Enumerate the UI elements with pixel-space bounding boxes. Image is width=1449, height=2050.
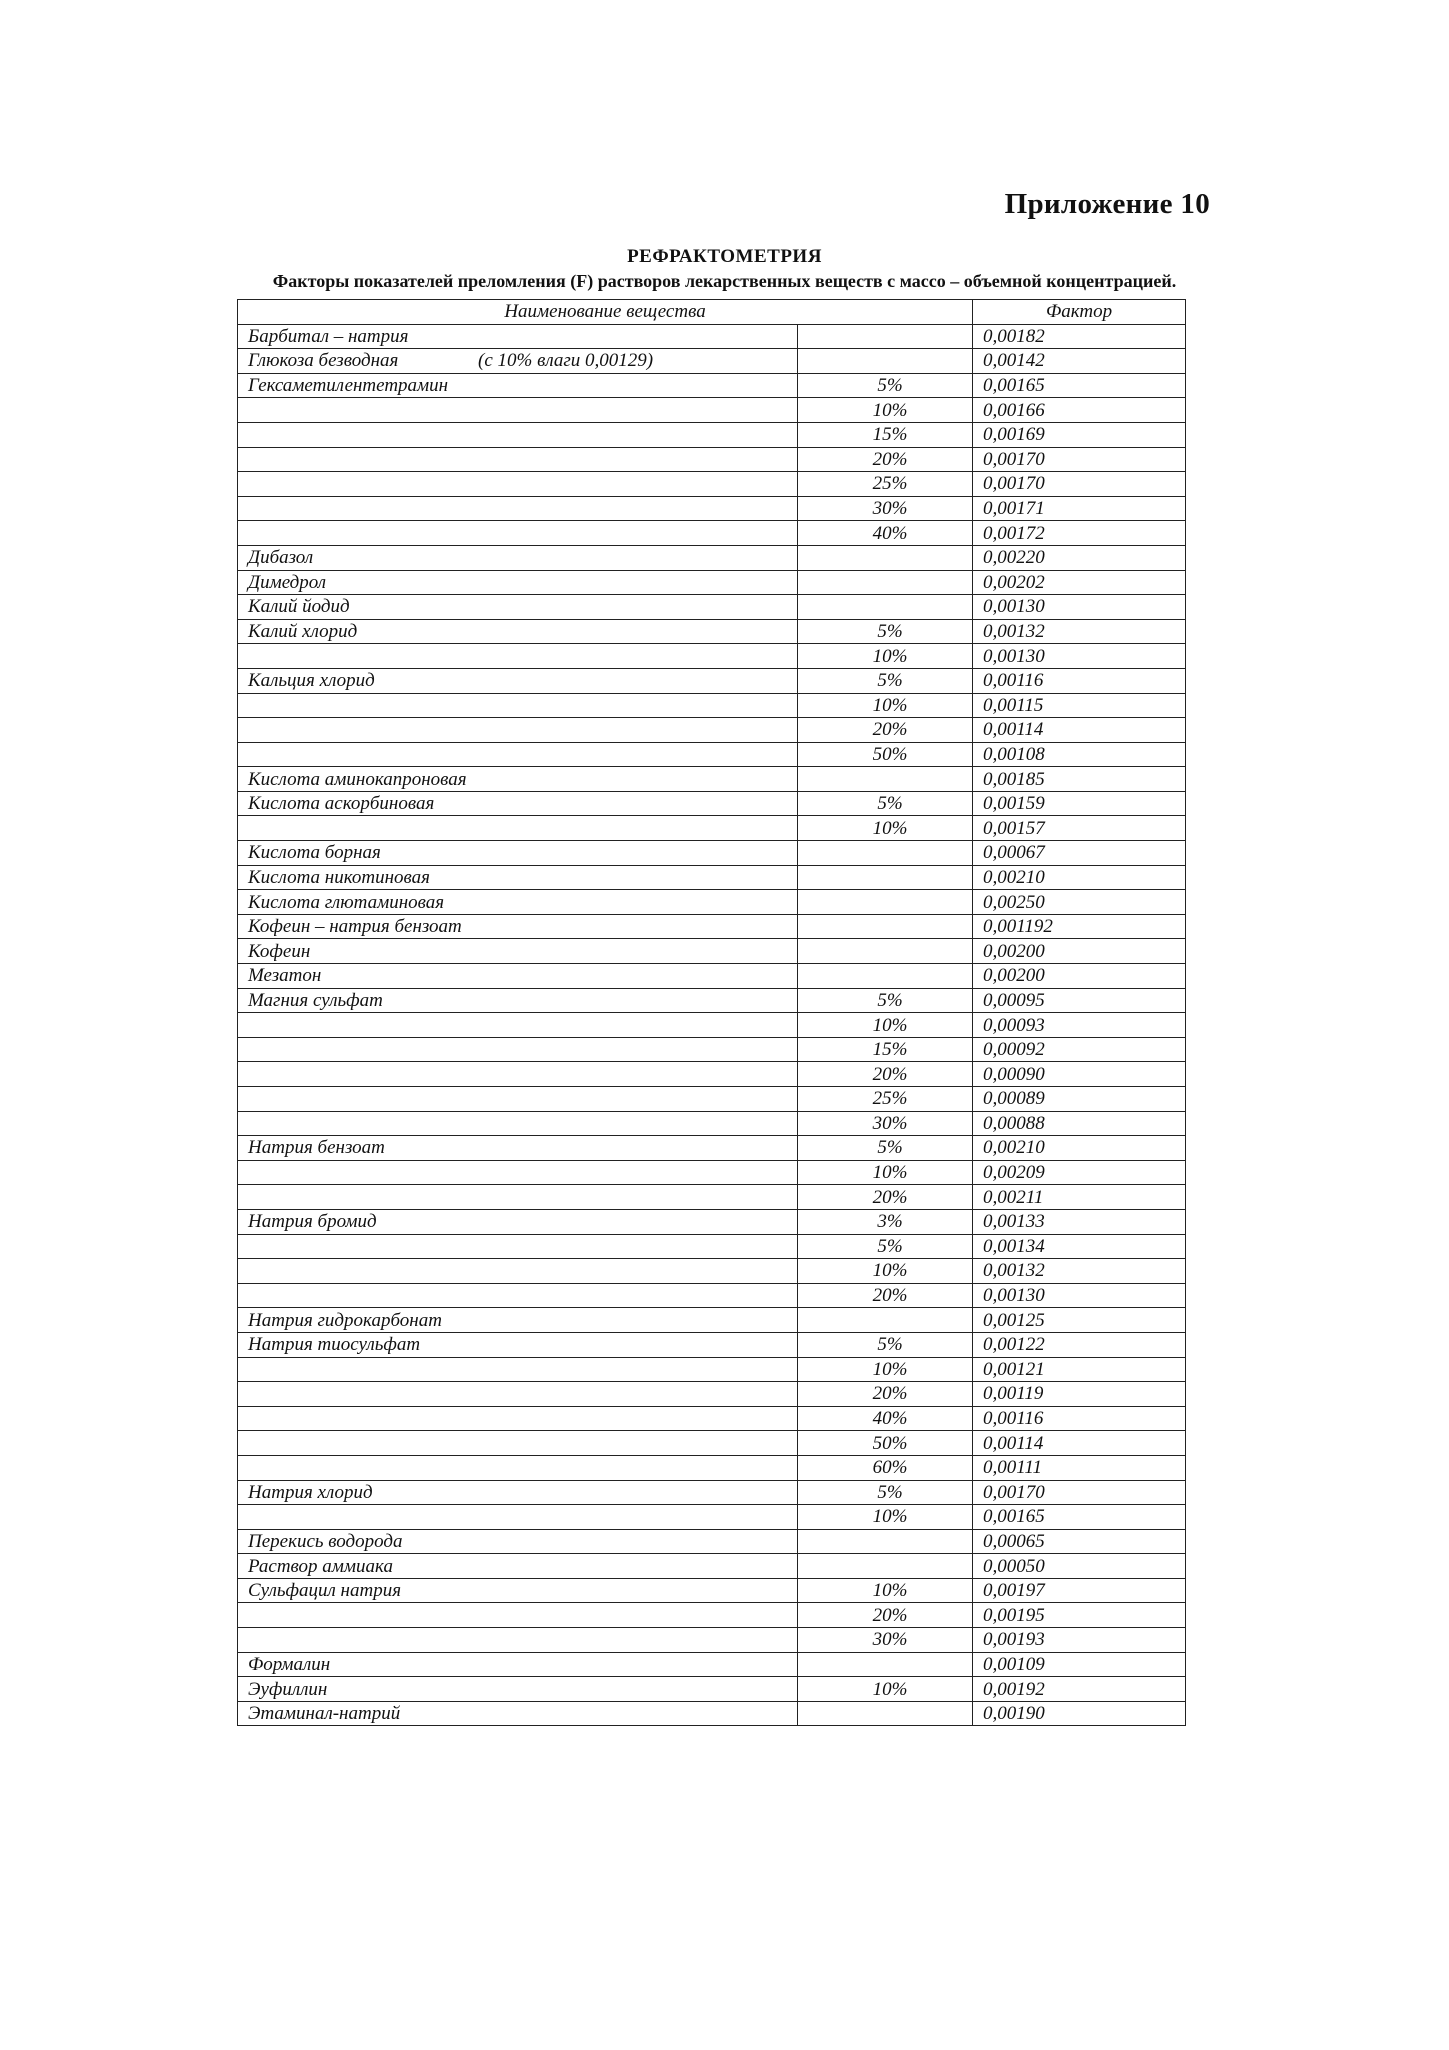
factor-cell: 0,00088 [973,1111,1186,1136]
substance-name-cell [238,1628,798,1653]
substance-name-cell [238,742,798,767]
factor-cell: 0,00193 [973,1628,1186,1653]
concentration-cell: 5% [798,619,973,644]
factor-cell: 0,00093 [973,1013,1186,1038]
substance-name: Кислота глютаминовая [248,891,445,913]
concentration-cell: 50% [798,742,973,767]
substance-name: Калий хлорид [248,621,358,643]
factor-cell: 0,001192 [973,914,1186,939]
substance-name-cell [238,1283,798,1308]
table-row [238,570,1186,595]
concentration-cell: 20% [798,1283,973,1308]
concentration-cell [798,349,973,374]
factor-cell: 0,00159 [973,791,1186,816]
substance-name-cell [238,767,798,792]
factor-cell: 0,00090 [973,1062,1186,1087]
table-row [238,521,1186,546]
factor-cell: 0,00119 [973,1382,1186,1407]
factor-cell: 0,00220 [973,545,1186,570]
substance-name: Дибазол [248,547,314,569]
factor-cell: 0,00109 [973,1652,1186,1677]
substance-name-cell [238,1209,798,1234]
substance-name-cell [238,1087,798,1112]
factor-cell: 0,00125 [973,1308,1186,1333]
factor-cell: 0,00067 [973,841,1186,866]
table-row [238,890,1186,915]
table-row [238,668,1186,693]
page-title: РЕФРАКТОМЕТРИЯ [627,246,822,267]
concentration-cell [798,324,973,349]
substance-name-cell [238,791,798,816]
substance-name: Калий йодид [248,596,350,618]
table-row [238,1603,1186,1628]
substance-name-cell [238,1406,798,1431]
table-row [238,1480,1186,1505]
concentration-cell [798,570,973,595]
substance-name-cell [238,1111,798,1136]
concentration-cell: 20% [798,718,973,743]
table-row [238,1259,1186,1284]
table-row [238,1037,1186,1062]
substance-name-cell [238,914,798,939]
concentration-cell [798,595,973,620]
substance-name-cell [238,1554,798,1579]
concentration-cell: 5% [798,1234,973,1259]
table-row [238,1652,1186,1677]
factor-cell: 0,00065 [973,1529,1186,1554]
factor-cell: 0,00172 [973,521,1186,546]
table-row [238,619,1186,644]
substance-name-cell [238,668,798,693]
concentration-cell: 10% [798,1160,973,1185]
concentration-cell: 5% [798,668,973,693]
substance-name-cell [238,988,798,1013]
substance-name: Натрия бромид [248,1211,377,1233]
substance-name-cell [238,718,798,743]
table-row [238,349,1186,374]
factor-cell: 0,00210 [973,865,1186,890]
table-row [238,1677,1186,1702]
factor-cell: 0,00157 [973,816,1186,841]
factor-cell: 0,00211 [973,1185,1186,1210]
substance-name-cell [238,1480,798,1505]
table-row [238,496,1186,521]
factor-cell: 0,00115 [973,693,1186,718]
appendix-label: Приложение 10 [1004,188,1210,220]
table-row [238,791,1186,816]
substance-name-cell [238,324,798,349]
concentration-cell [798,1701,973,1726]
concentration-cell: 30% [798,1111,973,1136]
substance-name-cell [238,1529,798,1554]
concentration-cell: 10% [798,693,973,718]
factor-cell: 0,00202 [973,570,1186,595]
table-row [238,324,1186,349]
concentration-cell [798,964,973,989]
header-substance-name: Наименование вещества [238,300,973,325]
substance-name-cell [238,1455,798,1480]
substance-name-cell [238,1357,798,1382]
table-row [238,1406,1186,1431]
table-row [238,1332,1186,1357]
substance-name-cell [238,570,798,595]
substance-name-cell [238,595,798,620]
concentration-cell [798,1529,973,1554]
concentration-cell: 30% [798,1628,973,1653]
factor-cell: 0,00142 [973,349,1186,374]
table-row [238,914,1186,939]
table-row [238,1185,1186,1210]
table-row [238,1382,1186,1407]
concentration-cell: 20% [798,1603,973,1628]
substance-name: Магния сульфат [248,989,383,1011]
substance-name-cell [238,1136,798,1161]
table-row [238,1701,1186,1726]
substance-name-cell [238,964,798,989]
table-row [238,1455,1186,1480]
substance-name: Глюкоза безводная [248,350,399,372]
factor-cell: 0,00192 [973,1677,1186,1702]
substance-name: Мезатон [248,965,322,987]
substance-name: Эуфиллин [248,1678,328,1700]
substance-name: Гексаметилентетрамин [248,375,449,397]
factor-cell: 0,00095 [973,988,1186,1013]
substance-name-cell [238,1701,798,1726]
factor-cell: 0,00190 [973,1701,1186,1726]
table-row [238,1111,1186,1136]
factor-cell: 0,00114 [973,1431,1186,1456]
concentration-cell: 15% [798,1037,973,1062]
table-row [238,718,1186,743]
substance-name-cell [238,373,798,398]
concentration-cell [798,1652,973,1677]
table-row [238,964,1186,989]
substance-name-cell [238,816,798,841]
substance-name-cell [238,1234,798,1259]
factor-cell: 0,00200 [973,964,1186,989]
substance-name-cell [238,619,798,644]
substance-name-cell [238,865,798,890]
factor-cell: 0,00121 [973,1357,1186,1382]
concentration-cell: 10% [798,1677,973,1702]
factor-cell: 0,00165 [973,373,1186,398]
factor-cell: 0,00122 [973,1332,1186,1357]
table-row [238,595,1186,620]
substance-name: Кофеин [248,940,311,962]
factor-cell: 0,00132 [973,619,1186,644]
substance-name-cell [238,1431,798,1456]
table-row [238,939,1186,964]
substance-name: Сульфацил натрия [248,1580,402,1602]
concentration-cell [798,1308,973,1333]
substance-name-cell [238,472,798,497]
concentration-cell: 20% [798,1382,973,1407]
substance-name-cell [238,349,798,374]
table-row [238,373,1186,398]
table-row [238,447,1186,472]
factor-cell: 0,00209 [973,1160,1186,1185]
table-row [238,1087,1186,1112]
concentration-cell: 3% [798,1209,973,1234]
substance-name: Формалин [248,1653,331,1675]
substance-name: Кислота аминокапроновая [248,768,467,790]
table-row [238,1628,1186,1653]
concentration-cell: 5% [798,1136,973,1161]
factor-cell: 0,00111 [973,1455,1186,1480]
substance-name: Димедрол [248,571,327,593]
factor-cell: 0,00195 [973,1603,1186,1628]
factor-cell: 0,00134 [973,1234,1186,1259]
table-row [238,742,1186,767]
substance-name: Натрия тиосульфат [248,1334,421,1356]
concentration-cell: 5% [798,1480,973,1505]
substance-name-cell [238,1603,798,1628]
table-header-row [238,300,1186,325]
table-row [238,865,1186,890]
substance-name-cell [238,644,798,669]
concentration-cell: 10% [798,398,973,423]
factor-cell: 0,00210 [973,1136,1186,1161]
substance-name: Барбитал – натрия [248,325,409,347]
concentration-cell [798,890,973,915]
concentration-cell [798,1554,973,1579]
table-row [238,1136,1186,1161]
substance-name-cell [238,521,798,546]
table-row [238,398,1186,423]
substance-name-cell [238,1652,798,1677]
factor-cell: 0,00089 [973,1087,1186,1112]
concentration-cell: 40% [798,521,973,546]
table-row [238,644,1186,669]
substance-name-cell [238,1382,798,1407]
substance-name: Натрия хлорид [248,1481,373,1503]
table-row [238,1505,1186,1530]
factor-cell: 0,00170 [973,472,1186,497]
concentration-cell: 20% [798,1062,973,1087]
factor-cell: 0,00250 [973,890,1186,915]
substance-name-cell [238,1062,798,1087]
factor-cell: 0,00050 [973,1554,1186,1579]
factor-cell: 0,00171 [973,496,1186,521]
substance-note: (с 10% влаги 0,00129) [478,350,654,372]
table-row [238,1160,1186,1185]
table-row [238,816,1186,841]
substance-name-cell [238,939,798,964]
table-row [238,472,1186,497]
substance-name-cell [238,545,798,570]
table-row [238,422,1186,447]
concentration-cell [798,545,973,570]
table-row [238,1013,1186,1038]
concentration-cell: 10% [798,644,973,669]
factor-cell: 0,00197 [973,1578,1186,1603]
substance-name-cell [238,1578,798,1603]
concentration-cell [798,767,973,792]
factor-cell: 0,00166 [973,398,1186,423]
table-row [238,1529,1186,1554]
substance-name-cell [238,1332,798,1357]
concentration-cell: 10% [798,1578,973,1603]
concentration-cell: 60% [798,1455,973,1480]
concentration-cell: 5% [798,791,973,816]
factor-cell: 0,00133 [973,1209,1186,1234]
concentration-cell: 25% [798,1087,973,1112]
concentration-cell: 30% [798,496,973,521]
substance-name-cell [238,1037,798,1062]
substance-name: Этаминал-натрий [248,1703,401,1725]
factor-cell: 0,00182 [973,324,1186,349]
substance-name-cell [238,1677,798,1702]
concentration-cell: 20% [798,447,973,472]
table-row [238,1431,1186,1456]
concentration-cell: 10% [798,1357,973,1382]
substance-name-cell [238,398,798,423]
table-row [238,1357,1186,1382]
table-row [238,1209,1186,1234]
substance-name-cell [238,693,798,718]
concentration-cell: 5% [798,988,973,1013]
table-row [238,1062,1186,1087]
factor-cell: 0,00132 [973,1259,1186,1284]
substance-name-cell [238,1185,798,1210]
substance-name-cell [238,841,798,866]
concentration-cell: 20% [798,1185,973,1210]
concentration-cell: 10% [798,1013,973,1038]
table-row [238,1554,1186,1579]
factor-cell: 0,00108 [973,742,1186,767]
concentration-cell: 15% [798,422,973,447]
table-body [238,324,1186,1726]
refraction-factor-table [237,299,1186,1726]
substance-name-cell [238,1160,798,1185]
substance-name-cell [238,447,798,472]
factor-cell: 0,00114 [973,718,1186,743]
factor-cell: 0,00185 [973,767,1186,792]
substance-name-cell [238,1259,798,1284]
concentration-cell [798,939,973,964]
table-row [238,767,1186,792]
concentration-cell [798,841,973,866]
substance-name: Раствор аммиака [248,1555,393,1577]
substance-name: Кальция хлорид [248,670,375,692]
page-subtitle: Факторы показателей преломления (F) растворов лекарственных веществ с массо – объемной концентрацией. [272,271,1177,291]
concentration-cell [798,865,973,890]
factor-cell: 0,00200 [973,939,1186,964]
concentration-cell: 50% [798,1431,973,1456]
table-row [238,1578,1186,1603]
factor-cell: 0,00130 [973,1283,1186,1308]
substance-name: Натрия гидрокарбонат [248,1309,442,1331]
substance-name: Кислота борная [248,842,381,864]
substance-name-cell [238,1308,798,1333]
factor-cell: 0,00170 [973,447,1186,472]
factor-cell: 0,00170 [973,1480,1186,1505]
substance-name-cell [238,1013,798,1038]
table-row [238,545,1186,570]
substance-name: Перекись водорода [248,1530,403,1552]
concentration-cell: 25% [798,472,973,497]
table-row [238,1283,1186,1308]
table-row [238,988,1186,1013]
table-row [238,693,1186,718]
substance-name: Кислота никотиновая [248,866,430,888]
concentration-cell: 10% [798,816,973,841]
factor-cell: 0,00092 [973,1037,1186,1062]
header-factor: Фактор [973,300,1186,325]
concentration-cell: 5% [798,1332,973,1357]
concentration-cell: 5% [798,373,973,398]
factor-cell: 0,00130 [973,644,1186,669]
factor-cell: 0,00130 [973,595,1186,620]
concentration-cell: 10% [798,1505,973,1530]
substance-name-cell [238,1505,798,1530]
substance-name: Кофеин – натрия бензоат [248,916,462,938]
substance-name-cell [238,422,798,447]
table-row [238,1234,1186,1259]
table-row [238,1308,1186,1333]
concentration-cell [798,914,973,939]
factor-cell: 0,00116 [973,1406,1186,1431]
concentration-cell: 40% [798,1406,973,1431]
factor-cell: 0,00116 [973,668,1186,693]
concentration-cell: 10% [798,1259,973,1284]
substance-name-cell [238,496,798,521]
factor-cell: 0,00165 [973,1505,1186,1530]
table-row [238,841,1186,866]
substance-name-cell [238,890,798,915]
substance-name: Натрия бензоат [248,1137,385,1159]
substance-name: Кислота аскорбиновая [248,793,435,815]
factor-cell: 0,00169 [973,422,1186,447]
